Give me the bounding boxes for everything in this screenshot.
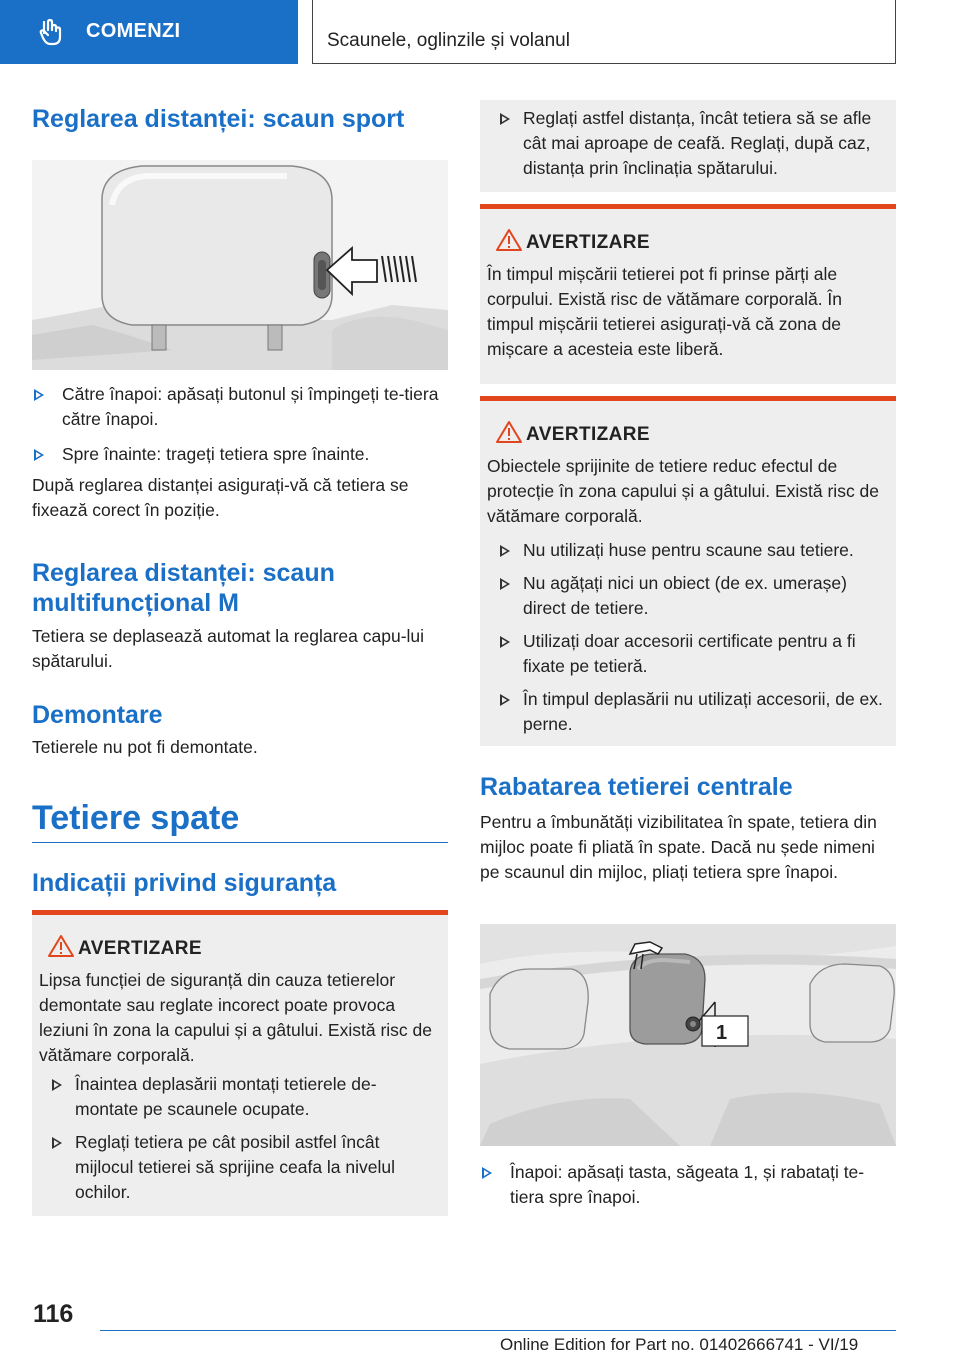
- triangle-bullet-icon: [52, 1137, 62, 1149]
- paragraph: Tetiera se deplasează automat la reglarea capu-lui spătarului.: [32, 626, 425, 671]
- list-item: În timpul deplasării nu utilizați accesorii, de ex. perne.: [487, 687, 887, 737]
- warning-title: AVERTIZARE: [78, 938, 202, 959]
- page-number: 116: [33, 1300, 74, 1328]
- rear-headrests-image: [480, 924, 896, 1146]
- warning-bar: [480, 204, 896, 209]
- warning-title: AVERTIZARE: [526, 232, 650, 253]
- list-item: Utilizați doar accesorii certificate pentru a fi fixate pe tetieră.: [487, 629, 887, 679]
- triangle-bullet-icon: [482, 1167, 492, 1179]
- heading-demontare: Demontare: [32, 701, 163, 729]
- triangle-bullet-icon: [500, 545, 510, 557]
- list-item: Nu agățați nici un obiect (de ex. umerașe) direct de tetiere.: [487, 571, 887, 621]
- instruction-box: [480, 100, 896, 192]
- warning-title: AVERTIZARE: [526, 424, 650, 445]
- triangle-bullet-icon: [500, 578, 510, 590]
- triangle-bullet-icon: [34, 449, 44, 461]
- triangle-bullet-icon: [34, 389, 44, 401]
- footer-divider: [100, 1330, 896, 1331]
- warning-triangle-icon: [48, 934, 74, 958]
- paragraph: Pentru a îmbunătăți vizibilitatea în spate, tetiera din mijloc poate fi pliată în spate. Dacă nu șede nimeni pe scaunul din mijloc, pliați tetiera spre înapoi.: [480, 812, 877, 882]
- heading-tetiere-spate: Tetiere spate: [32, 799, 240, 837]
- list-item: Înaintea deplasării montați tetierele de-montate pe scaunele ocupate.: [39, 1072, 439, 1122]
- triangle-bullet-icon: [500, 694, 510, 706]
- warning-text: În timpul mișcării tetierei pot fi prinse părți ale corpului. Există risc de vătămare corporală. În timpul mișcării tetierei asigurați-vă că zona de mișcare a acesteia este liberă.: [487, 264, 843, 359]
- edition-note: Online Edition for Part no. 01402666741 - VI/19: [500, 1335, 859, 1354]
- chapter-tab[interactable]: [0, 0, 298, 64]
- warning-triangle-icon: [496, 420, 522, 444]
- warning-box: [480, 396, 896, 746]
- warning-text: Obiectele sprijinite de tetiere reduc efectul de protecție în zona capului și a gâtului. Există risc de vătămare corporală.: [487, 456, 880, 526]
- list-item: Reglați astfel distanța, încât tetiera să se afle cât mai aproape de ceafă. Reglați, după caz, distanța prin înclinația spătarului.: [487, 106, 887, 181]
- warning-bar: [480, 396, 896, 401]
- hand-pointer-icon: [38, 18, 66, 46]
- triangle-bullet-icon: [500, 113, 510, 125]
- headrest-sport-image: [32, 160, 448, 370]
- callout-label: 1: [716, 1022, 728, 1044]
- list-item: Înapoi: apăsați tasta, săgeata 1, și rabatați te-tiera spre înapoi.: [480, 1160, 896, 1210]
- list-item: Către înapoi: apăsați butonul și împingeți te-tiera către înapoi.: [32, 382, 448, 432]
- list-item: Reglați tetiera pe cât posibil astfel încât mijlocul tetierei să sprijine ceafa la nivelul ochilor.: [39, 1130, 439, 1205]
- chapter-tab-label: COMENZI: [86, 20, 181, 42]
- heading-safety-notes: Indicații privind siguranța: [32, 869, 337, 897]
- warning-triangle-icon: [496, 228, 522, 252]
- heading-multifunction-seat: Reglarea distanței: scaun multifuncțional M: [32, 559, 335, 617]
- heading-rabatarea: Rabatarea tetierei centrale: [480, 773, 793, 801]
- list-item: Spre înainte: trageți tetiera spre înainte.: [32, 442, 448, 467]
- triangle-bullet-icon: [52, 1079, 62, 1091]
- triangle-bullet-icon: [500, 636, 510, 648]
- paragraph: Tetierele nu pot fi demontate.: [32, 737, 258, 757]
- heading-sport-seat: Reglarea distanței: scaun sport: [32, 105, 405, 133]
- paragraph: După reglarea distanței asigurați-vă că tetiera se fixează corect în poziție.: [32, 475, 409, 520]
- section-title: Scaunele, oglinzile și volanul: [327, 30, 570, 51]
- section-header: [312, 0, 896, 64]
- list-item: Nu utilizați huse pentru scaune sau tetiere.: [487, 538, 887, 563]
- warning-box: [480, 204, 896, 384]
- divider: [32, 842, 448, 843]
- warning-box: [32, 910, 448, 1216]
- warning-text: Lipsa funcției de siguranță din cauza tetierelor demontate sau reglate incorect poate provoca leziuni în zona la capului și a gâtului. Există risc de vătămare corporală.: [39, 970, 432, 1065]
- warning-bar: [32, 910, 448, 915]
